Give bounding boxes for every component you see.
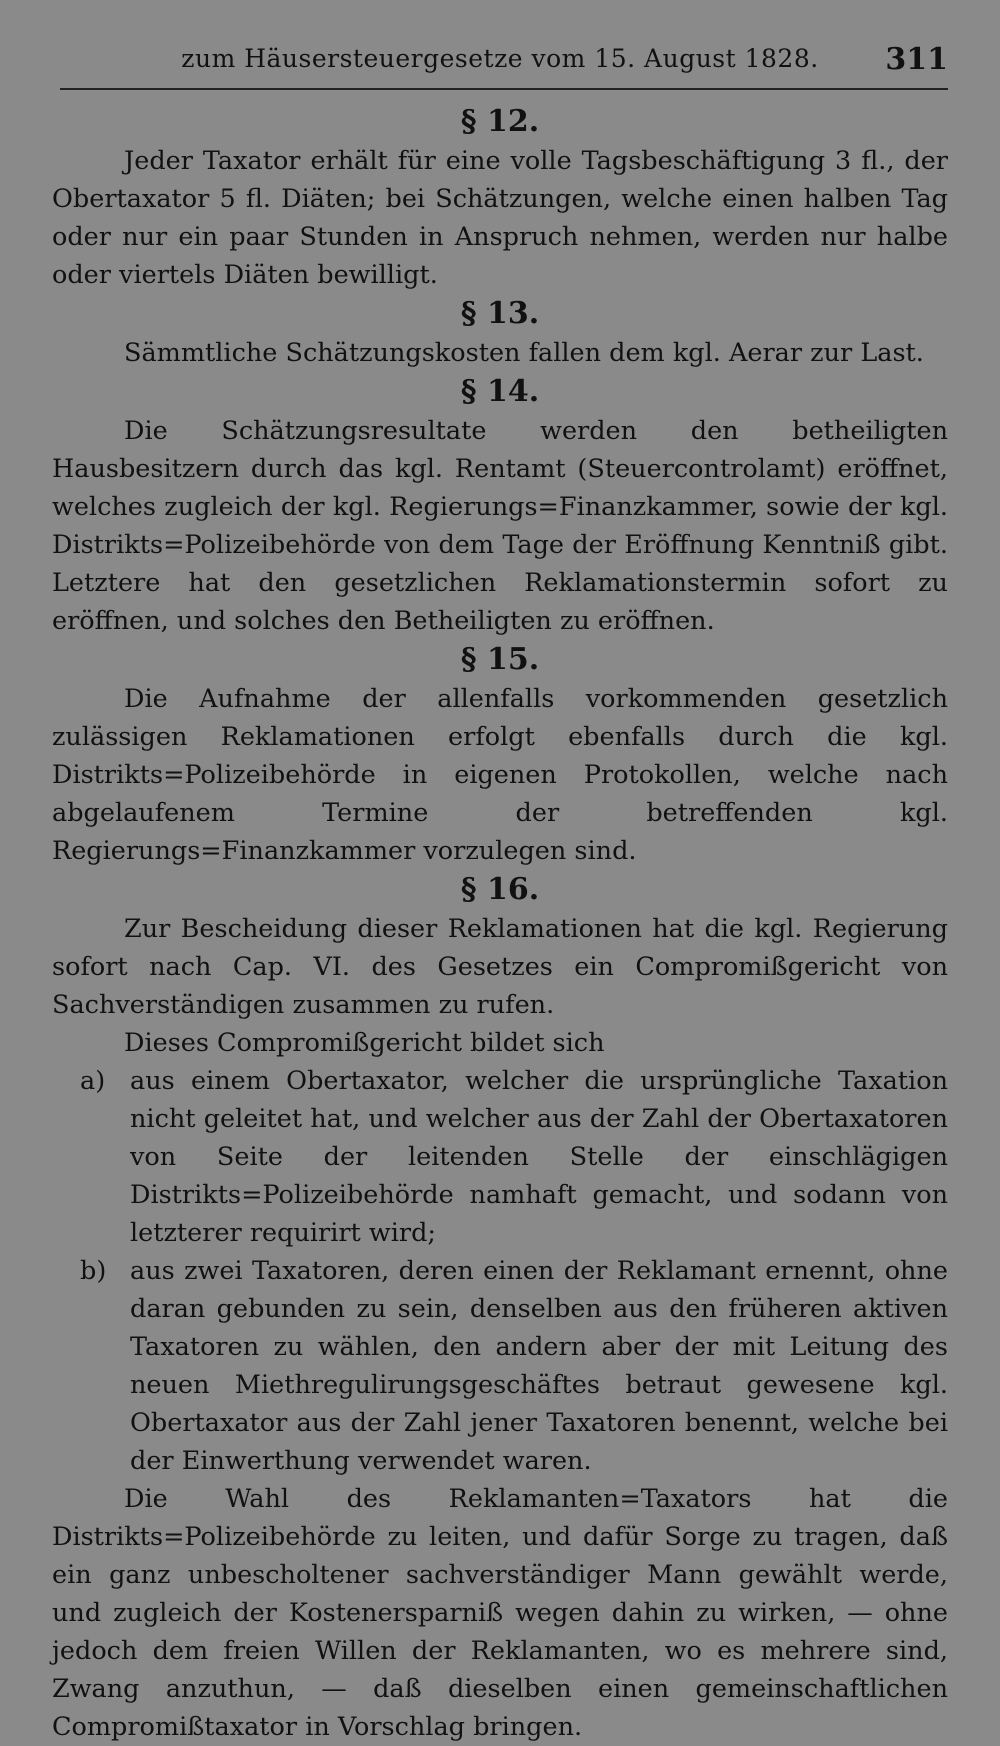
list-item-text: aus einem Obertaxator, welcher die ursprüngliche Taxation nicht geleitet hat, und welcher aus der Zahl der Obertaxatoren von Seite der leitenden Stelle der einschlägigen Distrikts=Polizeibehörde namhaft gemacht, und sodann von letzterer requirirt wird; <box>130 1066 948 1248</box>
header-rule <box>60 88 948 90</box>
section-14 <box>52 372 948 640</box>
list-marker: b) <box>80 1256 107 1286</box>
section-heading: § 16. <box>460 872 540 907</box>
running-title: zum Häusersteuergesetze vom 15. August 1828. <box>181 44 819 73</box>
section-heading: § 12. <box>460 104 540 139</box>
list-marker: a) <box>80 1066 106 1096</box>
list-item <box>52 1062 948 1252</box>
section-16 <box>52 870 948 1746</box>
section-paragraph: Die Schätzungsresultate werden den betheiligten Hausbesitzern durch das kgl. Rentamt (Steuercontrolamt) eröffnet, welches zugleich der kgl. Regierungs=Finanzkammer, sowie der kgl. Distrikts=Polizeibehörde von dem Tage der Eröffnung Kenntniß gibt. Letztere hat den gesetzlichen Reklamationstermin sofort zu eröffnen, und solches den Betheiligten zu eröffnen. <box>52 416 948 636</box>
list-item <box>52 1252 948 1480</box>
section-paragraph: Dieses Compromißgericht bildet sich <box>124 1028 605 1058</box>
section-13 <box>52 294 948 372</box>
section-paragraph: Sämmtliche Schätzungskosten fallen dem kgl. Aerar zur Last. <box>124 338 924 368</box>
section-heading: § 13. <box>460 296 540 331</box>
section-heading: § 15. <box>460 642 540 677</box>
section-paragraph: Jeder Taxator erhält für eine volle Tagsbeschäftigung 3 fl., der Obertaxator 5 fl. Diäten; bei Schätzungen, welche einen halben Tag oder nur ein paar Stunden in Anspruch nehmen, werden nur halbe oder viertels Diäten bewilligt. <box>52 146 948 290</box>
section-paragraph: Die Aufnahme der allenfalls vorkommenden gesetzlich zulässigen Reklamationen erfolgt ebenfalls durch die kgl. Distrikts=Polizeibehörde in eigenen Protokollen, welche nach abgelaufenem Termine der betreffenden kgl. Regierungs=Finanzkammer vorzulegen sind. <box>52 684 948 866</box>
section-15 <box>52 640 948 870</box>
section-paragraph: Zur Bescheidung dieser Reklamationen hat die kgl. Regierung sofort nach Cap. VI. des Gesetzes ein Compromißgericht von Sachverständigen zusammen zu rufen. <box>52 914 948 1020</box>
section-12 <box>52 102 948 294</box>
list-item-text: aus zwei Taxatoren, deren einen der Reklamant ernennt, ohne daran gebunden zu sein, denselben aus den früheren aktiven Taxatoren zu wählen, den andern aber der mit Leitung des neuen Miethregulirungsgeschäftes betraut gewesene kgl. Obertaxator aus der Zahl jener Taxatoren benennt, welche bei der Einwerthung verwendet waren. <box>130 1256 948 1476</box>
running-head <box>52 38 948 88</box>
section-heading: § 14. <box>460 374 540 409</box>
page-number: 311 <box>885 42 948 77</box>
closing-paragraph: Die Wahl des Reklamanten=Taxators hat die Distrikts=Polizeibehörde zu leiten, und dafür Sorge zu tragen, daß ein ganz unbescholtener sachverständiger Mann gewählt werde, und zugleich der Kostenersparniß wegen dahin zu wirken, — ohne jedoch dem freien Willen der Reklamanten, wo es mehrere sind, Zwang anzuthun, — daß dieselben einen gemeinschaftlichen Compromißtaxator in Vorschlag bringen. <box>52 1484 948 1742</box>
enumerated-list <box>52 1062 948 1480</box>
